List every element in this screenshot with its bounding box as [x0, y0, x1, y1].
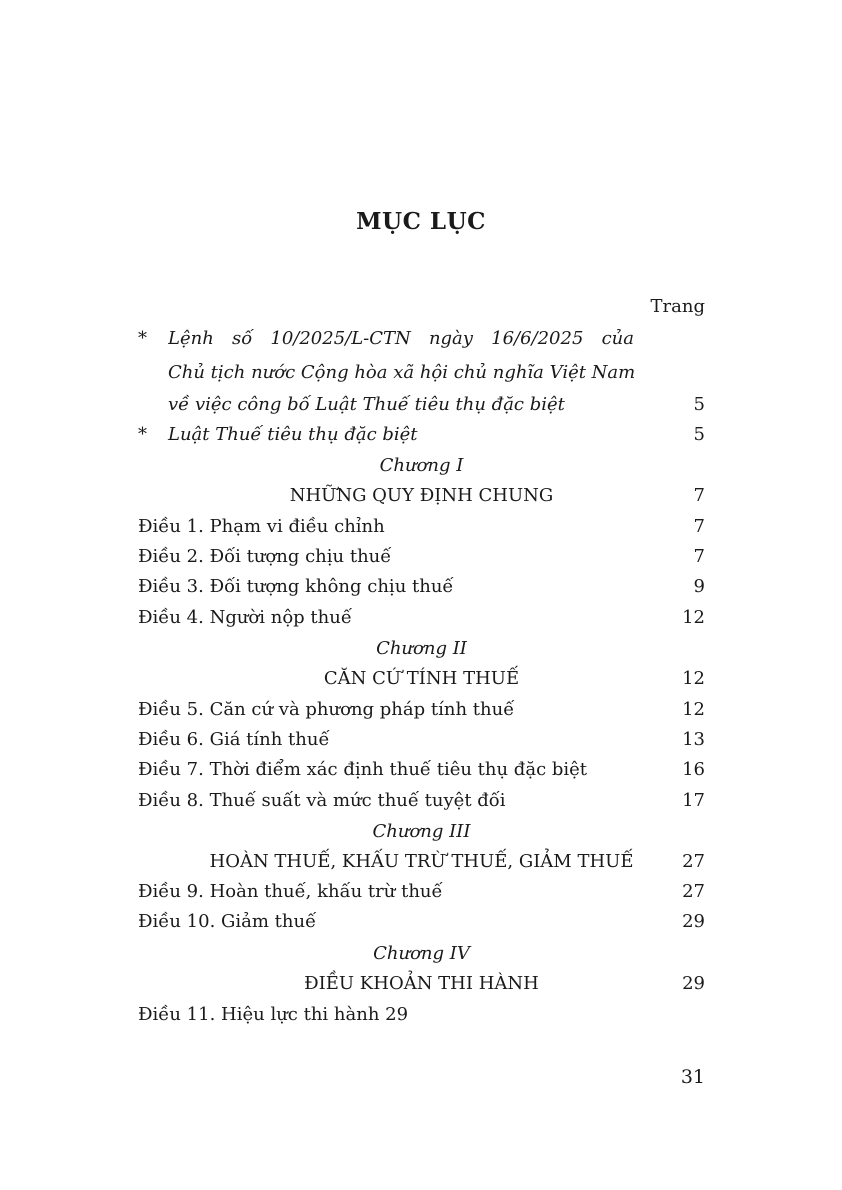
page-title: MỤC LỤC — [356, 208, 486, 235]
chapter-label — [138, 451, 705, 481]
chapter-label-text: Chương III — [372, 821, 471, 842]
toc-page-number: 5 — [693, 424, 705, 445]
toc-intro-line: Lệnh số 10/2025/L-CTN ngày 16/6/2025 của — [168, 328, 634, 349]
toc-intro-entry[interactable] — [138, 324, 705, 354]
article-title: Điều 10. Giảm thuế — [138, 911, 317, 932]
article-title: Điều 9. Hoàn thuế, khấu trừ thuế — [138, 881, 443, 902]
chapter-heading[interactable] — [138, 847, 705, 877]
bullet-marker: * — [138, 328, 147, 349]
toc-page-number: 17 — [682, 790, 705, 811]
chapter-title: HOÀN THUẾ, KHẤU TRỪ THUẾ, GIẢM THUẾ — [209, 851, 634, 872]
bullet-marker: * — [138, 424, 147, 445]
toc-article[interactable] — [138, 907, 705, 937]
chapter-heading[interactable] — [138, 969, 705, 999]
article-title: Điều 1. Phạm vi điều chỉnh — [138, 516, 385, 537]
toc-article[interactable] — [138, 542, 705, 572]
chapter-label-text: Chương IV — [373, 943, 470, 964]
toc-article[interactable] — [138, 725, 705, 755]
chapter-heading[interactable] — [138, 664, 705, 694]
article-title: Điều 6. Giá tính thuế — [138, 729, 330, 750]
article-title: Điều 3. Đối tượng không chịu thuế — [138, 576, 454, 597]
toc-intro-entry[interactable] — [138, 420, 705, 450]
toc-article[interactable] — [138, 877, 705, 907]
article-title: Điều 8. Thuế suất và mức thuế tuyệt đối — [138, 790, 506, 811]
toc-page-number: 13 — [682, 729, 705, 750]
toc-page-number: 27 — [682, 881, 705, 902]
chapter-label-text: Chương I — [379, 455, 464, 476]
chapter-title: NHỮNG QUY ĐỊNH CHUNG — [289, 485, 554, 506]
toc-article[interactable] — [138, 695, 705, 725]
toc-page-number: 29 — [682, 911, 705, 932]
toc-article[interactable] — [138, 786, 705, 816]
article-title: Điều 7. Thời điểm xác định thuế tiêu thụ đặc biệt — [138, 759, 588, 780]
toc-intro-entry-cont[interactable] — [138, 390, 705, 420]
toc-article[interactable] — [138, 512, 705, 542]
chapter-label — [138, 634, 705, 664]
toc-page-number: 12 — [682, 607, 705, 628]
toc-page-number: 7 — [693, 485, 705, 506]
toc-article[interactable] — [138, 603, 705, 633]
toc-page-number: 27 — [682, 851, 705, 872]
toc-intro-entry-cont[interactable] — [138, 358, 705, 388]
toc-page-number: 5 — [693, 394, 705, 415]
toc-page-number: 7 — [693, 516, 705, 537]
page-column-header: Trang — [650, 296, 705, 317]
article-title: Điều 5. Căn cứ và phương pháp tính thuế — [138, 699, 515, 720]
article-title: Điều 11. Hiệu lực thi hành 29 — [138, 1004, 409, 1025]
toc-intro-line: Chủ tịch nước Cộng hòa xã hội chủ nghĩa Việt Nam — [168, 362, 636, 383]
toc-page-number: 9 — [693, 576, 705, 597]
chapter-label — [138, 939, 705, 969]
toc-page-number: 16 — [682, 759, 705, 780]
chapter-title: ĐIỀU KHOẢN THI HÀNH — [304, 973, 539, 994]
toc-page-number: 7 — [693, 546, 705, 567]
toc-article[interactable] — [138, 1000, 705, 1030]
toc-intro-line: Luật Thuế tiêu thụ đặc biệt — [168, 424, 418, 445]
toc-article[interactable] — [138, 572, 705, 602]
toc-page-number: 12 — [682, 668, 705, 689]
chapter-label-text: Chương II — [376, 638, 467, 659]
toc-page-number: 12 — [682, 699, 705, 720]
chapter-heading[interactable] — [138, 481, 705, 511]
page-number: 31 — [680, 1066, 705, 1088]
article-title: Điều 4. Người nộp thuế — [138, 607, 352, 628]
article-title: Điều 2. Đối tượng chịu thuế — [138, 546, 392, 567]
chapter-label — [138, 817, 705, 847]
chapter-title: CĂN CỨ TÍNH THUẾ — [323, 668, 520, 689]
toc-page-number: 29 — [682, 973, 705, 994]
toc-intro-line: về việc công bố Luật Thuế tiêu thụ đặc biệt — [168, 394, 565, 415]
toc-article[interactable] — [138, 755, 705, 785]
